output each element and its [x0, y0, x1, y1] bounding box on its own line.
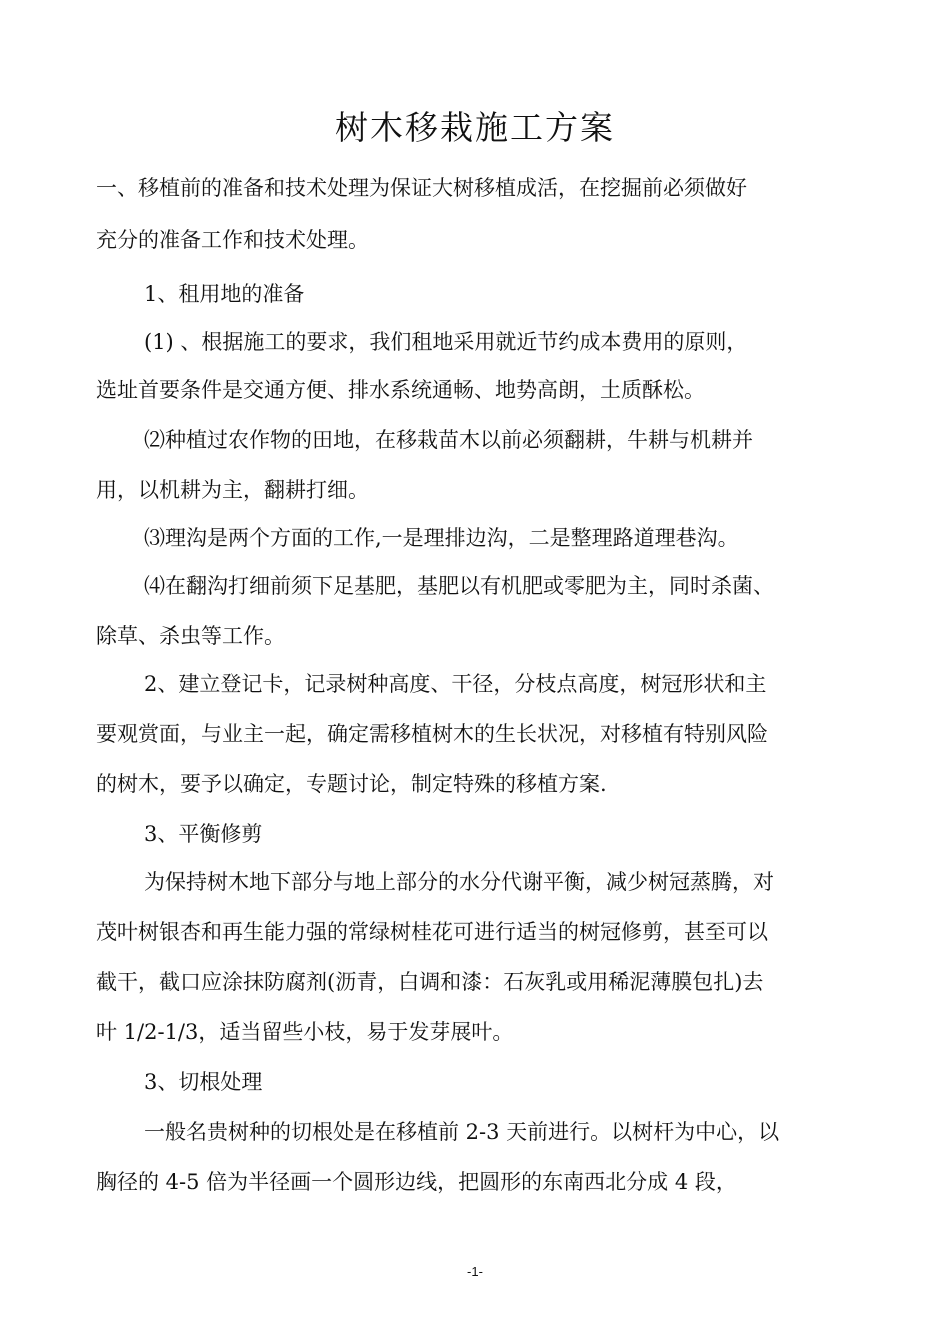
paragraph-line: 充分的准备工作和技术处理。	[96, 228, 369, 252]
paragraph-line: 茂叶树银杏和再生能力强的常绿树桂花可进行适当的树冠修剪，甚至可以	[96, 920, 768, 944]
paragraph-line: 一般名贵树种的切根处是在移植前 2-3 天前进行。以树杆为中心，以	[144, 1120, 780, 1144]
paragraph-line: 胸径的 4-5 倍为半径画一个圆形边线，把圆形的东南西北分成 4 段，	[96, 1170, 737, 1194]
paragraph-line: 2、建立登记卡，记录树种高度、干径，分枝点高度，树冠形状和主	[144, 672, 767, 696]
section-heading: 3、切根处理	[144, 1070, 263, 1094]
paragraph-line: ⑷在翻沟打细前须下足基肥，基肥以有机肥或零肥为主，同时杀菌、	[144, 574, 774, 598]
paragraph-line: 截干，截口应涂抹防腐剂(沥青，白调和漆：石灰乳或用稀泥薄膜包扎)去	[96, 970, 764, 994]
paragraph-line: (1) 、根据施工的要求，我们租地采用就近节约成本费用的原则，	[144, 330, 748, 354]
section-heading: 1、租用地的准备	[144, 282, 305, 306]
paragraph-line: 的树木，要予以确定，专题讨论，制定特殊的移植方案.	[96, 772, 607, 796]
paragraph-line: 要观赏面，与业主一起，确定需移植树木的生长状况，对移植有特别风险	[96, 722, 768, 746]
paragraph-line: 用，以机耕为主，翻耕打细。	[96, 478, 369, 502]
paragraph-line: 一、移植前的准备和技术处理为保证大树移植成活，在挖掘前必须做好	[96, 176, 747, 200]
page-number: -1-	[467, 1264, 483, 1279]
paragraph-line: ⑶理沟是两个方面的工作,一是理排边沟，二是整理路道理巷沟。	[144, 526, 739, 550]
paragraph-line: 叶 1/2-1/3，适当留些小枝，易于发芽展叶。	[96, 1020, 514, 1044]
paragraph-line: ⑵种植过农作物的田地，在移栽苗木以前必须翻耕，牛耕与机耕并	[144, 428, 753, 452]
paragraph-line: 为保持树木地下部分与地上部分的水分代谢平衡，减少树冠蒸腾，对	[144, 870, 774, 894]
paragraph-line: 选址首要条件是交通方便、排水系统通畅、地势高朗，土质酥松。	[96, 378, 705, 402]
section-heading: 3、平衡修剪	[144, 822, 263, 846]
document-title: 树木移栽施工方案	[335, 108, 615, 147]
paragraph-line: 除草、杀虫等工作。	[96, 624, 285, 648]
